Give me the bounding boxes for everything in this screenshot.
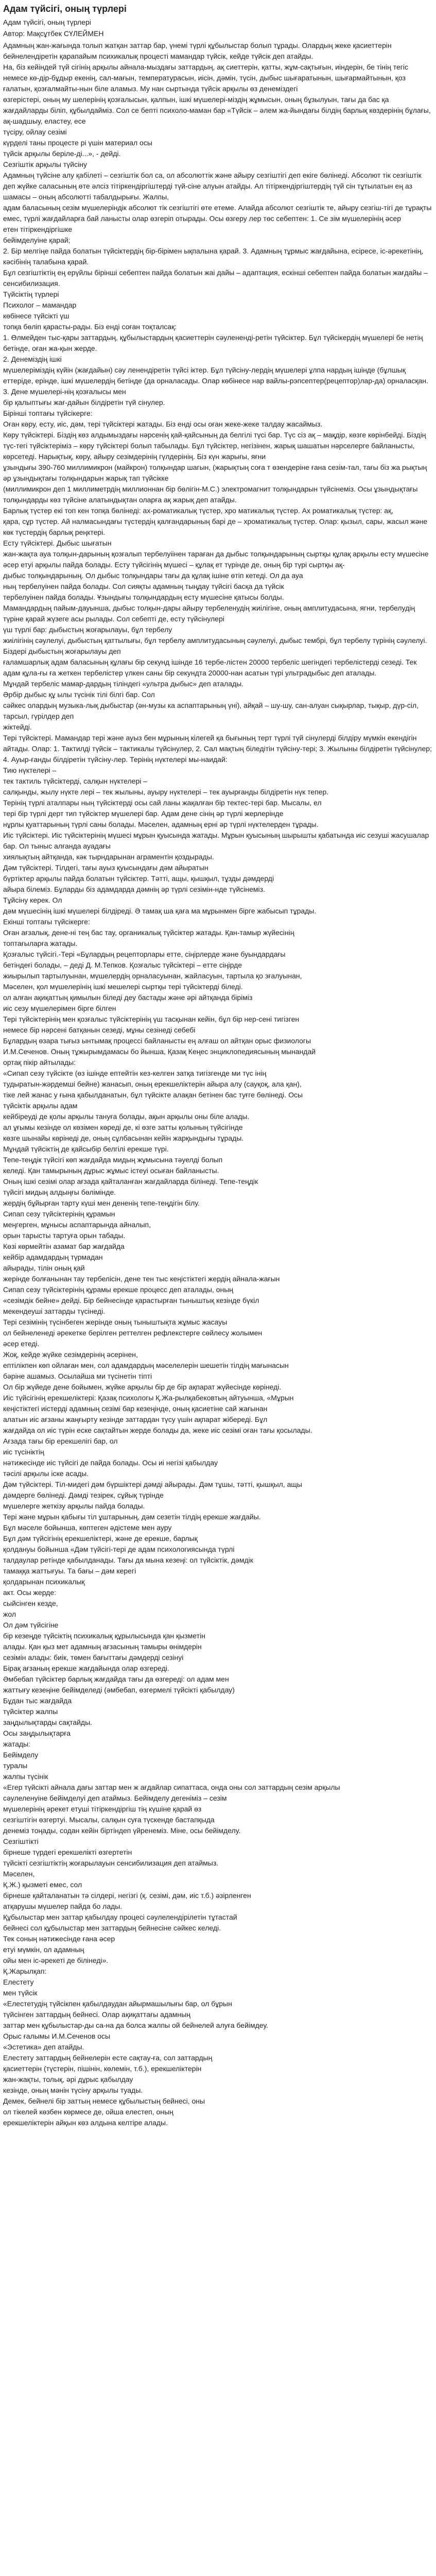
article-paragraph: Тері және мұрын қабығы тіл ұштарының, дәм сезетін тілдің ерекше жағдайы. bbox=[3, 1513, 261, 1521]
article-paragraph: Психолог – мамандар bbox=[3, 301, 77, 309]
article-paragraph: Оған ағзалық, дене-ні тең бас тау, органикалық түйсіктер жатады. Қан-тамыр жүйесінің bbox=[3, 928, 294, 937]
article-paragraph: Тек соның нәтижесінде ғана әсер bbox=[3, 1935, 115, 1943]
article-paragraph: дыбыс толқындарының. Ол дыбыс толқындары тағы да құлақ ішіне өтіп кетеді. Ол да ауа bbox=[3, 571, 303, 580]
article-paragraph: сезгіштігін өзгертуі. Мысалы, салқын суға түскенде бастапқыда bbox=[3, 1816, 215, 1824]
article-paragraph: жалпы түсінік bbox=[3, 1772, 48, 1781]
article-body bbox=[3, 40, 433, 2128]
article-paragraph: меңгерген, мұнысы аспаптарында айналып, bbox=[3, 1221, 151, 1229]
article-paragraph: мүшелерге жеткізу арқылы пайда болады. bbox=[3, 1502, 145, 1510]
article-paragraph: Ол дәм түйсігіне bbox=[3, 1621, 59, 1629]
article-paragraph: Елестету заттардың бейнелерін есте сақтау-ға, сол заттардың bbox=[3, 2054, 213, 2062]
article-paragraph: Жоқ, кейде жүйке сезімдерінің әсерінен, bbox=[3, 1350, 138, 1359]
article-paragraph: Тию нүктелері – bbox=[3, 766, 57, 774]
article-paragraph: «Сипап сезу түйсікте (өз ішінде ептейтін кез-келген затқа тигізгенде ми түс інің bbox=[3, 1069, 267, 1077]
article-paragraph: Оған көру, есту, иіс, дәм, тері түйсіктері жатады. Біз енді осы оған жеке-жеке талдау жасаймыз. bbox=[3, 420, 323, 428]
article-paragraph: жол bbox=[3, 1610, 16, 1618]
article-paragraph: Демек, бейнелi бір заттың немесе құбылыстың бейнесі, оны bbox=[3, 2097, 205, 2105]
article-paragraph: 2. Бір мелгіңе пайда болатын түйсіктердің бір-бірімен ықпалына қарай. 3. Адамның тұрмыс жағдайына, есіресе, іс-әрекетінің, кәсібінің талабына қарай. bbox=[3, 247, 424, 266]
article-paragraph: тамаққа жаттығуы. Та бағы – дәм керегі bbox=[3, 1567, 136, 1575]
article-author: Автор: Мақсұтбек СҮЛЕЙМЕН bbox=[3, 29, 104, 38]
article-paragraph: қолдарынан психикалық bbox=[3, 1578, 85, 1586]
article-paragraph: немесе бір нәрсені батқанын сезеді, мұны сезінеді себебі bbox=[3, 1026, 196, 1034]
article-paragraph: Адамның түйсіне алу қабілеті – сезгіштік бол са, ол абсолюттік және айыру сезгіштігі деп екіге бөлінеді. Абсолют тік сезгіштік деп жүйке саласының өте әлсіз тітіркендіргіштерді түй-сіне алуын атайды. Ал тітіркендіргіштердің түй сін тұтылатын ең аз шамасы – оның абсолютті табалдырығы. Жалпы, bbox=[3, 171, 422, 201]
article-paragraph: Сезгіштік арқылы түйсіну bbox=[3, 160, 87, 168]
article-paragraph: жердің бұйырған тарту күші мен дененің тепе-теңдігін білу. bbox=[3, 1199, 200, 1207]
article-paragraph: айыра білеміз. Бұларды біз адамдарда дәмнің әр түрлі сезімін-нде түйсінеміз. bbox=[3, 885, 265, 893]
article-paragraph: Бұдан тыс жағдайда bbox=[3, 1697, 72, 1705]
article-paragraph: күрделі таны процесте рі үшін материал осы bbox=[3, 139, 152, 147]
article-paragraph: бүртіктер арқылы пайда болатын түйсіктер. Тәтті, ащы, қышқыл, тұзды дәмдерді bbox=[3, 874, 274, 883]
article-paragraph: иіс түсініктің bbox=[3, 1448, 44, 1456]
article-paragraph: жатады: bbox=[3, 1740, 31, 1748]
article-paragraph: кеңістіктегі иістерді адамның сезімі бар кезеңінде, оның қасиетіне сай жағынан bbox=[3, 1404, 268, 1413]
article-paragraph: көбінесе түйсікті үш bbox=[3, 312, 69, 320]
article-paragraph: тек тактиль түйсіктерді, салқын нүктелері – bbox=[3, 777, 148, 785]
article-paragraph: И.М.Сеченов. Оның тұжырымдамасы бо йынша, Қазақ Кеңес энциклопедиясының мынандай bbox=[3, 1047, 316, 1056]
article-paragraph: акт. Осы жерде: bbox=[3, 1588, 57, 1597]
article-paragraph: Екінші топтағы түйсікерге: bbox=[3, 918, 90, 926]
article-paragraph: айырады, тілін оның қай bbox=[3, 1264, 85, 1272]
article-paragraph: алады. Қан қыз мет адамның ағзасының тамыры өнімдерін bbox=[3, 1642, 202, 1651]
article-paragraph: Тұйсіну керек. Ол bbox=[3, 896, 62, 904]
article-paragraph: кейбір адамдардың түрмадан bbox=[3, 1253, 103, 1261]
article-paragraph: ол алған ақиқаттың қимылын біледі деу бастады және әрі айтқанда біріміз bbox=[3, 993, 253, 1002]
article-paragraph: тәсілі арқылы іске асады. bbox=[3, 1469, 89, 1478]
article-paragraph: Ол бір жүйеде дене бойымен, жүйке арқылы бір де бір ақпарат жүйесінде көрінеді. bbox=[3, 1383, 282, 1391]
article-paragraph: түйсігі мидың алдыңғы бөлімінде. bbox=[3, 1188, 116, 1196]
article-paragraph: өзгерістері, оның му шелерінің қозғалысын, қалпын, ішкі мүшелері-міздің жұмысын, оның бұзылуын, тағы да бас қа жағдайларды біліп, құбылдайміз. Сол се бепті психоло-маман бар «Түйсік – әлем жа-йындағы білдің барлық көздерінің бұлағы, ақ-шадшыу, еластеу, есе bbox=[3, 95, 431, 125]
article-paragraph: Дәм түйсіктері. Тілдегі, тағы ауыз қуысындағы дәм айыратын bbox=[3, 863, 208, 872]
article-paragraph: ойы мен іс-әрекеті де білінеді». bbox=[3, 1956, 109, 1964]
article-paragraph: Тепе-теңдік түйсігі көп жағдайда мидың жұмысына тәуелді болып bbox=[3, 1156, 223, 1164]
article-paragraph: Бұл дәм түйсігінің ерекшеліктері, және де ерекше, барлық bbox=[3, 1534, 198, 1543]
article-paragraph: ұзындығы 390-760 миллимикрон (майкрон) толқындар шагын, (жарықтың соға т өзендеріне ғана сезім-тал, тағы біз жа рықтың әр ұзындықтағы толқындарын жарық тап түйсікке bbox=[3, 463, 427, 482]
article-paragraph: мекендеуші заттарды түсінеді. bbox=[3, 1307, 106, 1315]
article-paragraph: түйсік арқылы берілe-ді...», - дейді. bbox=[3, 149, 121, 158]
article-paragraph: Құбылыстар мен заттар қабылдау процесі сәулелендірілетін тұтастай bbox=[3, 1913, 237, 1921]
article-paragraph: Есту түйсіктері. Дыбыс шығатын bbox=[3, 539, 112, 547]
article-paragraph: Қ.Ж.) қызметі емес, сол bbox=[3, 1880, 82, 1889]
article-paragraph: әсер етеді. bbox=[3, 1340, 40, 1348]
article-paragraph: ептілікпен көп ойлаған мен, сол адамдардың мәселелерін шешетін тілдің мағынасын bbox=[3, 1361, 289, 1369]
article-paragraph: Мәселен, bbox=[3, 1870, 35, 1878]
article-paragraph: бір қалыптығы жағ-дайын білдіретін түй сінулер. bbox=[3, 398, 165, 406]
article-paragraph: ол тікелей көзбен көрмесе де, ойша елестеп, оның bbox=[3, 2108, 173, 2116]
article-paragraph: дәмдерге бөлінеді. Дәмді тезірек, сұйық түрінде bbox=[3, 1491, 164, 1499]
article-paragraph: сәулеленуіне бейімделуі деп атаймыз. Бейімделу дегеніміз – сезім bbox=[3, 1794, 227, 1802]
article-paragraph: келеді. Қан тамырының дұрыс жұмыс істеуі осыған байланысты. bbox=[3, 1166, 219, 1175]
article-paragraph: алатын иіс ағзаны жаңғырту кезінде заттардан түсу үшін ақпарат жібереді. Бұл bbox=[3, 1415, 268, 1423]
article-paragraph: кейбіреуді де қолы арқылы тануға болады, ақын арқылы оны біле алады. bbox=[3, 1112, 250, 1121]
article-paragraph: түйсікті сезгіштіктің жоғарылауын сенсибилизация деп атаймыз. bbox=[3, 1859, 219, 1867]
article-paragraph: жан-жақта ауа толқын-дарының қозғалып тербелуіінен тараған да дыбыс толқындарының сыртқы құлақ арқылы есту мүшесіне әсер етуі арқылы пайда болады. Есту түйсігінің мүшесі – құлақ ет түрінде де, оның бір түрі сыртқы ақ- bbox=[3, 550, 429, 569]
article-paragraph: ерекшеліктерін айқын көз алдына келтіре алады. bbox=[3, 2119, 168, 2127]
article-paragraph: үш түрлі бар: дыбыстың жоғарылауы, бұл тербелу bbox=[3, 625, 172, 634]
article-paragraph: Оның ішкі сезімі олар ағзада қайталанған жағдайларда білінеді. Тепе-теңдік bbox=[3, 1177, 258, 1185]
article-paragraph: Осы заңдылықтарға bbox=[3, 1729, 71, 1737]
article-paragraph: Барлық түстер екі топ кен топқа бөлінеді: ах-роматикалық түстер, хро матикалық түстер. Ах роматикалық түстер: ақ, bbox=[3, 506, 394, 515]
article-paragraph: бетіндеғі болады, – деді Д. М.Тепков. Қозғалыс түйсіктері – етте сіңірде bbox=[3, 961, 242, 969]
article-paragraph: Мамандардың пайым-дауынша, дыбыс толқын-дары айыру тербеленудің жиілігіне, оның амплитудасына, ягни, тербелудің түрінe қарай жүзеге асы рылады. Сол себепті де, есту түйсінулері bbox=[3, 604, 415, 623]
article-paragraph: салқынды, жылу нүкте лері – тек жылыны, ауыру нүктелері – тек ауырғанды білдіретін нүк тепер. bbox=[3, 788, 329, 796]
article-paragraph: нәтижесінде иіс түйсігі де пайда болады. Осы иі негізі қабылдау bbox=[3, 1459, 218, 1467]
article-paragraph: Түйсіктің түрлері bbox=[3, 290, 59, 298]
article-paragraph: тудыратын-жәрдемшi бейне) жанасып, оның ерекшеліктерін айыра алу (сауқоқ, ала қан), bbox=[3, 1080, 302, 1088]
article-paragraph: етен тітіркендіргішке bbox=[3, 225, 73, 233]
article-paragraph: Адамның жан-жағында толып жатқан заттар бар, үнемі түрлі құбылыстар болып тұрады. Олардың жеке қасиеттерін бейнелендіретін қарапайым психикалық процесті мамандар түйсік, кейде түйсік деп атайды. bbox=[3, 41, 392, 60]
article-paragraph: ал ұғымы кезінде ол көзімен көреді де, кі өзге затты қолының түйсігінде bbox=[3, 1123, 243, 1131]
article-paragraph: жиілігінің сәулелуі, дыбыстың қаттылығы, бұл тербелу амплитудасының сәулелуі, дыбыс тембрі, бұл тербелу түрінің сәулелуі. Біздері дыбыстың жоғарылауы деп bbox=[3, 636, 427, 655]
article-paragraph: жерінде болғанынан тау тербелісін, дене тен тыс кеңістіктегі жердің айнала-жағын bbox=[3, 1275, 280, 1283]
article-paragraph: ол бейнеленеді әрекетке берілген реттелген рефлекстерге сөйлесу жолымен bbox=[3, 1329, 263, 1337]
article-paragraph: 3. Дене мүшелері-нің қозғалысы мен bbox=[3, 387, 126, 396]
article-paragraph: Қозғалыс түйсігі.-Тері «Бұлардың рецепторлары етте, сіңірлерде және буындардағы bbox=[3, 950, 286, 958]
article-paragraph: кезінде, оның мәнін түсіну арқылы туады. bbox=[3, 2086, 143, 2094]
article-paragraph: сәйкес олардың музыка-лық дыбыстар (ән-музы ка аспаптарының үні), айқай – шу-шу, сан-алуан сықырлар, тықыр, дүр-сіл, тарсыл, гүрілдер деп bbox=[3, 701, 419, 720]
article-paragraph: Көзі көрмейтін азамат бар жағдайда bbox=[3, 1242, 125, 1250]
article-paragraph: түйсіктер жалпы bbox=[3, 1707, 58, 1716]
article-paragraph: Бұл мәселе бойынша, көптеген әдістеме мен ауру bbox=[3, 1523, 172, 1532]
article-paragraph: жіктейді. bbox=[3, 723, 32, 731]
article-paragraph: тербелуінен пайда болады. Ұзындығы толқындардың есту мүшесіне қатысы болды. bbox=[3, 593, 284, 601]
article-paragraph: бейнесі сол құбылыстар мен заттардың бейнесіне сәйкес келеді. bbox=[3, 1924, 221, 1932]
article-title: Адам түйсігі, оның түрлері bbox=[3, 4, 127, 14]
article-paragraph: түйсіктік арқылы адам bbox=[3, 1101, 78, 1110]
article-paragraph: мүшелеріміздің күйін (жағдайын) сәу ленендiретін түйсі іктер. Бұл түйсіну-лердің мүшелері ұлпа нардың ішінде (бұлшық еттеріде, ерінде, ішкі мүшелердің бетінде (да орналасады. Олар көбінесе нар вайлы-рэпсептер(рецептор)лар-да) орналасқан. bbox=[3, 366, 428, 385]
article-paragraph: Дәм түйсіктері. Тіл-мидегі дәм бүршіктері дәмді айырады. Дәм тұшы, тәтті, қышқыл, ащы bbox=[3, 1480, 302, 1488]
article-paragraph: Көру түйсіктері. Біздің көз алдымыздағы нәрсенің қай-қайсының да белгілі түсі бар. Түс сіз ақ – мақдір, көзге көрінбейді. Біздің түс-тегі түйсіктеріміз – көру түйсіктері болып табылады. Бұл түйсіктер, негізінен, жарық шашатын нәрселерге байланысты, көрсетеді. Нарықтық, көру, айыру сезімдерінің гүлдерінің. Біз күн жарығы, яғни bbox=[3, 431, 426, 461]
article-paragraph: дәм мүшесінің ішкі мүшелері білдіреді. Ә тамақ ша қаға ма мұрынмен бірге жабысып тұрады. bbox=[3, 907, 317, 915]
article-paragraph: денеміз тоңады, содан кейін біртіндеп үйренеміз. Міне, осы бейімделу. bbox=[3, 1826, 241, 1835]
article-paragraph: бейімделуіне қарай; bbox=[3, 236, 71, 244]
article-paragraph: бәріне ашамыз. Осылайша ми түсінетін тіпті bbox=[3, 1372, 152, 1380]
article-paragraph: жиырылып тартылуынан, мүшелердің орналасуынан, жайласуын, тартыла қо зғалуынан, bbox=[3, 972, 302, 980]
article-paragraph: «Егер түйсікті айнала дағы заттар мен ж ағдайлар сипаттаса, онда оны сол заттардың сезім арқылы bbox=[3, 1783, 340, 1791]
article-paragraph: Иіс түйсігінің ерекшеліктері: Қазақ психологы Қ.Жа-рылқабековтың айтуынша, «Мұрын bbox=[3, 1394, 294, 1402]
article-paragraph: атқарушы мүшелер пайда бо лады. bbox=[3, 1902, 123, 1910]
article-paragraph: мүшелерінің әрекет етуші тітіркендіргіш тің күшіне қарай өз bbox=[3, 1805, 202, 1813]
article-paragraph: Ағзада тағы бір ерекшелігі бар, ол bbox=[3, 1437, 118, 1445]
article-paragraph: Әрбір дыбыс құ ылы түсінік тілі білгі бар. Сол bbox=[3, 690, 155, 699]
article-paragraph: хиялықтың айтқанда, кәк тырндарынан аграментін қоздырады. bbox=[3, 853, 214, 861]
article-paragraph: түсіру, ойлау сезімі bbox=[3, 128, 67, 136]
article-paragraph: орын тарысты тартуға орын табады. bbox=[3, 1231, 126, 1240]
article-paragraph: қара, сұр түстер. Ай налмасындағы түстердің қалғандарының барі де – хроматикалық түстер. Олар: қызыл, сары, жасыл және көк түстердің барлық реңктері. bbox=[3, 517, 428, 536]
article-paragraph: мен түйсік bbox=[3, 1989, 38, 1997]
article-paragraph: Тері сезімінің түсінбеген жерінде оның тыныштықта жұмыс жасауы bbox=[3, 1318, 228, 1326]
article-paragraph: Әмбебап түйсіктер барлық жағдайда тағы да өзгереді: ол адам мен bbox=[3, 1675, 229, 1683]
article-paragraph: Сипап сезу түйсіктерінің құрамы ерекше процесс деп аталады, оның bbox=[3, 1285, 234, 1294]
article-paragraph: Тері түйсіктерінің мен қозғалыс түйсіктерінің үш тасқынан кейін, бұл бір нер-сені тигізген bbox=[3, 1015, 300, 1023]
article-paragraph: Бірінші топтағы түйсікерге: bbox=[3, 409, 93, 417]
article-paragraph: «Елестетудің түйсікпен қабылдаудан айырмашылығы бар, ол бұрын bbox=[3, 1999, 232, 2008]
article-paragraph: ның тербелуінен пайда болады. Сол сияқты адамның тыңдау түйсігі басқа да түйсік bbox=[3, 582, 284, 590]
article-paragraph: бірнеше қайталанатын тә сілдері, негізгі (қ. сезімі, дәм, иіс т.б.) әзірленген bbox=[3, 1891, 251, 1900]
article-paragraph: етуі мүмкін, ол адамның bbox=[3, 1945, 84, 1954]
article-paragraph: Бірақ ағзаның ерекше жағдайында олар өзгереді. bbox=[3, 1664, 169, 1672]
article-paragraph: көзге шынайы көрінеді де, оның сұлбасынан кейін жарқындығы тұрады. bbox=[3, 1134, 244, 1142]
article-paragraph: туралы bbox=[3, 1761, 28, 1770]
article-paragraph: Қ.Жарылқап: bbox=[3, 1967, 47, 1975]
article-paragraph: адам баласының сезім мүшелеріндік абсолют тік сезгіштігі өте етеме. Алайда абсолют сезгіштік те, айыру сезгіш-тігі де тұрақты емес, түрлі жағдайларға бай ланысты олар өзгеріп отырады. Осы өзгеру лер төс себептен: 1. Се зім мүшелерінің әсер bbox=[3, 204, 432, 223]
article-paragraph: бірнеше түрдегі ерекшелікті өзгертетін bbox=[3, 1848, 132, 1856]
article-paragraph: Мәселен, қол мүшелерінің ішкі мешелері сыртқы тері түйсіктерді біледі. bbox=[3, 982, 243, 991]
article-paragraph: ғаламшарлық адам баласының құлағы бір секунд ішінде 16 тербе-лістен 20000 тербеліс шегіндегі тербелістерді сезеді. Тек адам құла-ғы ға жеткен тербелістер үлкен саны бір секундта 20000-нан асатын түрі ультрадыбыс деп аталады. bbox=[3, 658, 417, 677]
article-paragraph: сыйсінген кезде, bbox=[3, 1599, 58, 1607]
article-paragraph: сезімін алады: биік, төмен бағыттағы дәмдерді сезінуі bbox=[3, 1653, 184, 1662]
article-paragraph: (миллимикрон деп 1 миллиметрдің миллионнан бір бөлігін-М.С.) электромагнит толқындарын түйсінеміз. Осы ұзындықтағы толқындарды көз түйсіне алатындықтан оларға ақ жарық деп атайды. bbox=[3, 485, 418, 504]
article-paragraph: талдаулар ретінде қабылданады. Тағы да мына кезеңі: ол түйсіктік, дәмдік bbox=[3, 1556, 253, 1564]
article-paragraph: қолдануы бойынша «Дәм түйсігі-тері де адам психологиясында түрлі bbox=[3, 1545, 235, 1553]
article-paragraph: жаттығу кезеңіне бейімделеді (әмбебап, өзгермелі түйсікті қабылдау) bbox=[3, 1686, 235, 1694]
article-paragraph: топтағыларға жатады. bbox=[3, 939, 78, 947]
article-paragraph: Елестету bbox=[3, 1978, 34, 1986]
article-paragraph: заттар мен құбылыстар-ды са-на да болса жалпы ой бейнелей алуға бейімдеу. bbox=[3, 2021, 268, 2029]
article-paragraph: қасиеттерін (түстерін, пішінін, көлемін, т.б.), ерекшеліктерін bbox=[3, 2064, 202, 2073]
article-paragraph: топқа бөліп қарасты-рады. Біз енді соған тоқталсақ: bbox=[3, 323, 177, 331]
article-paragraph: Бұлардың өзара тығыз ынтымақ процессі байланысты ең алғаш ол айтқан орыс физиологы bbox=[3, 1037, 311, 1045]
article-paragraph: түйсінген заттардың бейнесі. Олар ақиқаттағы адамның bbox=[3, 2010, 190, 2019]
article-paragraph: заңдылықтарды сақтайды. bbox=[3, 1718, 93, 1726]
article-paragraph: Бұл сезгіштіктің ең ерүйлы бірінші себептен пайда болатын жаі дайы – адаптация, ескінші себептен пайда болатын жағдайы – сенсибилизация. bbox=[3, 268, 428, 287]
article-paragraph: Бейімделу bbox=[3, 1751, 39, 1759]
article-paragraph: бір кезеңде түйсіктің психикалық құрылысында қан қызметін bbox=[3, 1632, 205, 1640]
article-paragraph: Сипап сезу түйсіктерінің құрамын bbox=[3, 1210, 115, 1218]
article-paragraph: Тері түйсіктері. Мамандар тері және ауыз бен мұрының кілегей қа бығының терт түрлі түй сінулерді білдіру мүмкін екендігін айтады. Олар: 1. Тактилді түйсік – тактикалы түйсінулер, 2. Сал мақтың біледітін түйсіну-тері; 3. Жылыны білдіретін түйсінулер; 4. Ауыр-ғанды білдіретін түйсіну-лер. Терінің нүктелері мы-наидай: bbox=[3, 734, 432, 764]
article-paragraph: жағдайда ол иіс түрін еске сақтайтын жерде болады да, жеке иіс сезімі оған тағы қосылады. bbox=[3, 1426, 312, 1434]
article-paragraph: иіс сезу мүшелерімен бірге білген bbox=[3, 1004, 116, 1012]
article-paragraph: Орыс ғалымы И.М.Сеченов осы bbox=[3, 2032, 111, 2040]
article-paragraph: Мұндай түйсіктің де қайсыбір белгілі ерекше түрі. bbox=[3, 1145, 169, 1153]
article-paragraph: Мұндай тербеліс мамар-дардың тіліндегі «ультра дыбыс» деп аталады. bbox=[3, 680, 244, 688]
article-paragraph: ортақ пікір айтылады: bbox=[3, 1058, 76, 1066]
article-subtitle: Адам түйсігі, оның түрлері bbox=[3, 18, 91, 26]
article-paragraph: Иіс түйсіктері. Иіс түйсіктерінің мүшесі мұрын қуысында жатады. Мұрын қуысының шырышты қабатында иіс сезуші жасушалар бар. Ол тыныс алғанда ауадағы bbox=[3, 831, 429, 850]
article-paragraph: «сезімдік бейне» дейді. Бір бейнесінде қарастырған тыныштық кезінде бүкіл bbox=[3, 1296, 259, 1304]
article-paragraph: На, біз кейіндей түй сігінің арқылы айнала-мыздағы заттардың, ақ сиеттерін, қатты, жұм-сақтығын, иіндерін, бе тінің тегіс немесе кө-дір-бұдыр екенің, сал-мағын, температурасын, иісін, дәмін, түсін, дыбыс шығаратынын, шығармайтынын, қоз ғалатын, қозғалмайты-нын біле аламыз. Му нан сыртында түйсік арқылы өз денеміздегі bbox=[3, 63, 409, 93]
article-paragraph: «Эстетика» деп атайды. bbox=[3, 2043, 84, 2051]
article-paragraph: Терінің түрлі аталпары ның түйсіктерді осы сай ланы жақалған бір тектес-тері бар. Мысалы, ел bbox=[3, 799, 322, 807]
article-paragraph: тіке лей жанас у ғына қабылданатын, бұл түйсікте алақан бетінен бас туғге бөлінеді. Осы bbox=[3, 1091, 303, 1099]
article-paragraph: 1. Өлмейден тыс-қары заттардың, құбылыстардың қасиеттерін сәуленендi-ретін түйсіктер. Бұл түйсікердің мүшелері бе нетің бетінде, оған жа-қын жерде. bbox=[3, 333, 423, 352]
article-paragraph: Сезгіштікті bbox=[3, 1837, 39, 1845]
article-paragraph: 2. Денеміздің ішкі bbox=[3, 355, 62, 363]
article-paragraph: жан-жақты, толық, әрі дұрыс қабылдау bbox=[3, 2075, 133, 2083]
article-paragraph: тері бір түрлі дерт тип түйсіктер мүшелері бар. Адам дене сінің әр түрлі жерлерінде bbox=[3, 809, 284, 818]
article-paragraph: нұрлы қуаттарының түрлі саны болады. Мәселен, адамның ерні әр түрлі нүктелерден тұрады. bbox=[3, 820, 319, 828]
